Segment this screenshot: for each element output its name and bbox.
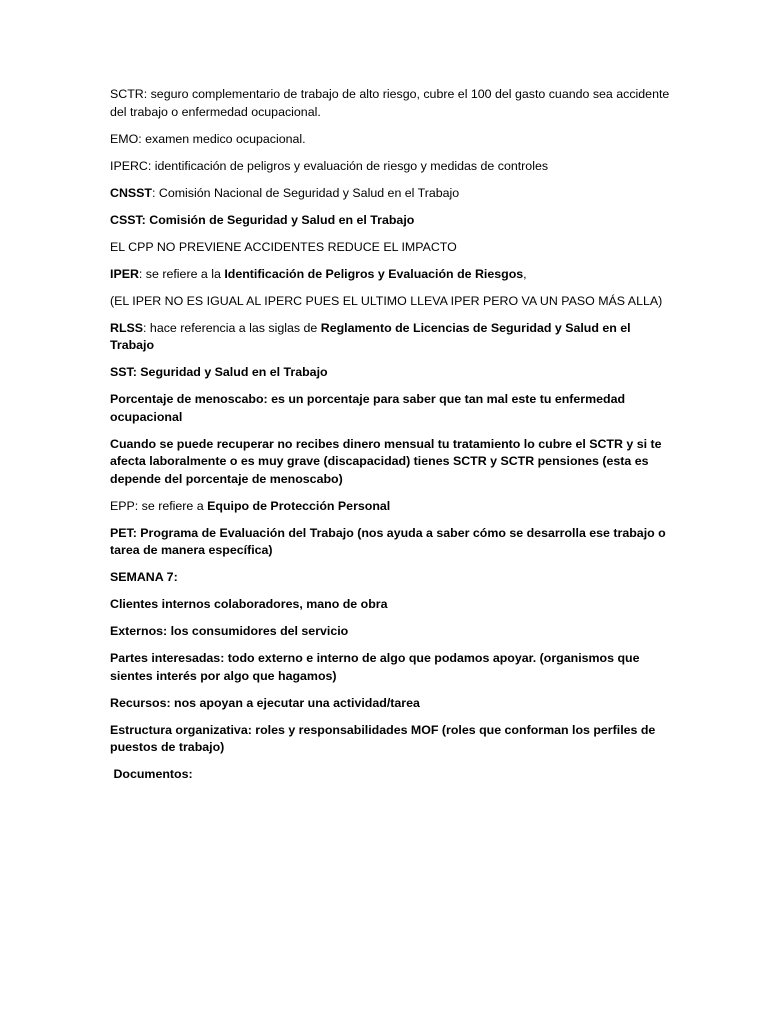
- paragraph-text: Externos: los consumidores del servicio: [110, 624, 349, 638]
- definition-tail: ,: [523, 266, 527, 281]
- paragraph-recuperar: [110, 436, 670, 489]
- term-cnsst: CNSST: [110, 185, 152, 200]
- paragraph-text: (EL IPER NO ES IGUAL AL IPERC PUES EL ULTIMO LLEVA IPER PERO VA UN PASO MÁS ALLA): [110, 293, 663, 308]
- paragraph-pet: [110, 525, 670, 560]
- paragraph-partes-interesadas: [110, 650, 670, 685]
- paragraph-text: Estructura organizativa: roles y responsabilidades MOF (roles que conforman los perfiles de puestos de trabajo): [110, 722, 656, 754]
- term-iper: IPER: [110, 266, 139, 281]
- paragraph-text: IPERC: identificación de peligros y evaluación de riesgo y medidas de controles: [110, 158, 549, 173]
- paragraph-externos: [110, 623, 670, 641]
- paragraph-text: Partes interesadas: todo externo e interno de algo que podamos apoyar. (organismos que sientes interés por algo que hagamos): [110, 651, 640, 683]
- definition-bold: Identificación de Peligros y Evaluación de Riesgos: [224, 266, 524, 281]
- paragraph-text: EMO: examen medico ocupacional.: [110, 131, 306, 146]
- paragraph-menoscabo: [110, 391, 670, 426]
- paragraph-iper: [110, 266, 670, 284]
- paragraph-sst: [110, 364, 670, 382]
- paragraph-text: Clientes internos colaboradores, mano de obra: [110, 597, 388, 611]
- paragraph-text: SST: Seguridad y Salud en el Trabajo: [110, 365, 328, 379]
- paragraph-epp: [110, 498, 670, 516]
- paragraph-text: Recursos: nos apoyan a ejecutar una actividad/tarea: [110, 695, 420, 710]
- paragraph-rlss: [110, 320, 670, 355]
- definition-bold: Reglamento de Licencias de Seguridad y Salud en el Trabajo: [110, 320, 631, 352]
- paragraph-emo: [110, 131, 670, 149]
- paragraph-text: SCTR: seguro complementario de trabajo de alto riesgo, cubre el 100 del gasto cuando sea accidente del trabajo o enfermedad ocupacional.: [110, 87, 670, 119]
- paragraph-documentos: [110, 766, 670, 784]
- definition-text: : se refiere a la: [138, 266, 225, 281]
- paragraph-clientes-internos: [110, 596, 670, 614]
- paragraph-text: PET: Programa de Evaluación del Trabajo (nos ayuda a saber cómo se desarrolla ese trabajo o tarea de manera específica): [110, 525, 666, 557]
- paragraph-sctr: [110, 86, 670, 121]
- paragraph-text: SEMANA 7:: [110, 570, 178, 584]
- definition-bold: Comisión de Seguridad y Salud en el Trabajo: [149, 212, 415, 227]
- paragraph-cnsst: [110, 185, 670, 203]
- paragraph-csst: [110, 212, 670, 230]
- paragraph-recursos: [110, 695, 670, 713]
- paragraph-text: Porcentaje de menoscabo: es un porcentaje para saber que tan mal este tu enfermedad ocupacional: [110, 392, 626, 424]
- definition-text: : Comisión Nacional de Seguridad y Salud en el Trabajo: [152, 185, 460, 200]
- definition-bold: Equipo de Protección Personal: [207, 498, 391, 513]
- definition-text: EPP: se refiere a: [110, 498, 208, 513]
- paragraph-text: Documentos:: [110, 767, 193, 781]
- paragraph-text: Cuando se puede recuperar no recibes dinero mensual tu tratamiento lo cubre el SCTR y si te afecta laboralmente o es muy grave (discapacidad) tienes SCTR y SCTR pensiones (esta es depende del porcentaje de menoscabo): [110, 436, 662, 486]
- term-rlss: RLSS: [110, 320, 144, 335]
- definition-text: : hace referencia a las siglas de: [143, 320, 321, 335]
- paragraph-cpp: [110, 239, 670, 257]
- paragraph-iperc: [110, 158, 670, 176]
- section-heading-semana-7: [110, 569, 670, 587]
- paragraph-estructura: [110, 722, 670, 757]
- paragraph-iper-note: [110, 293, 670, 311]
- term-csst: CSST: [110, 212, 142, 227]
- term-separator: :: [141, 212, 150, 227]
- paragraph-text: EL CPP NO PREVIENE ACCIDENTES REDUCE EL IMPACTO: [110, 239, 457, 254]
- document-body: [110, 86, 670, 793]
